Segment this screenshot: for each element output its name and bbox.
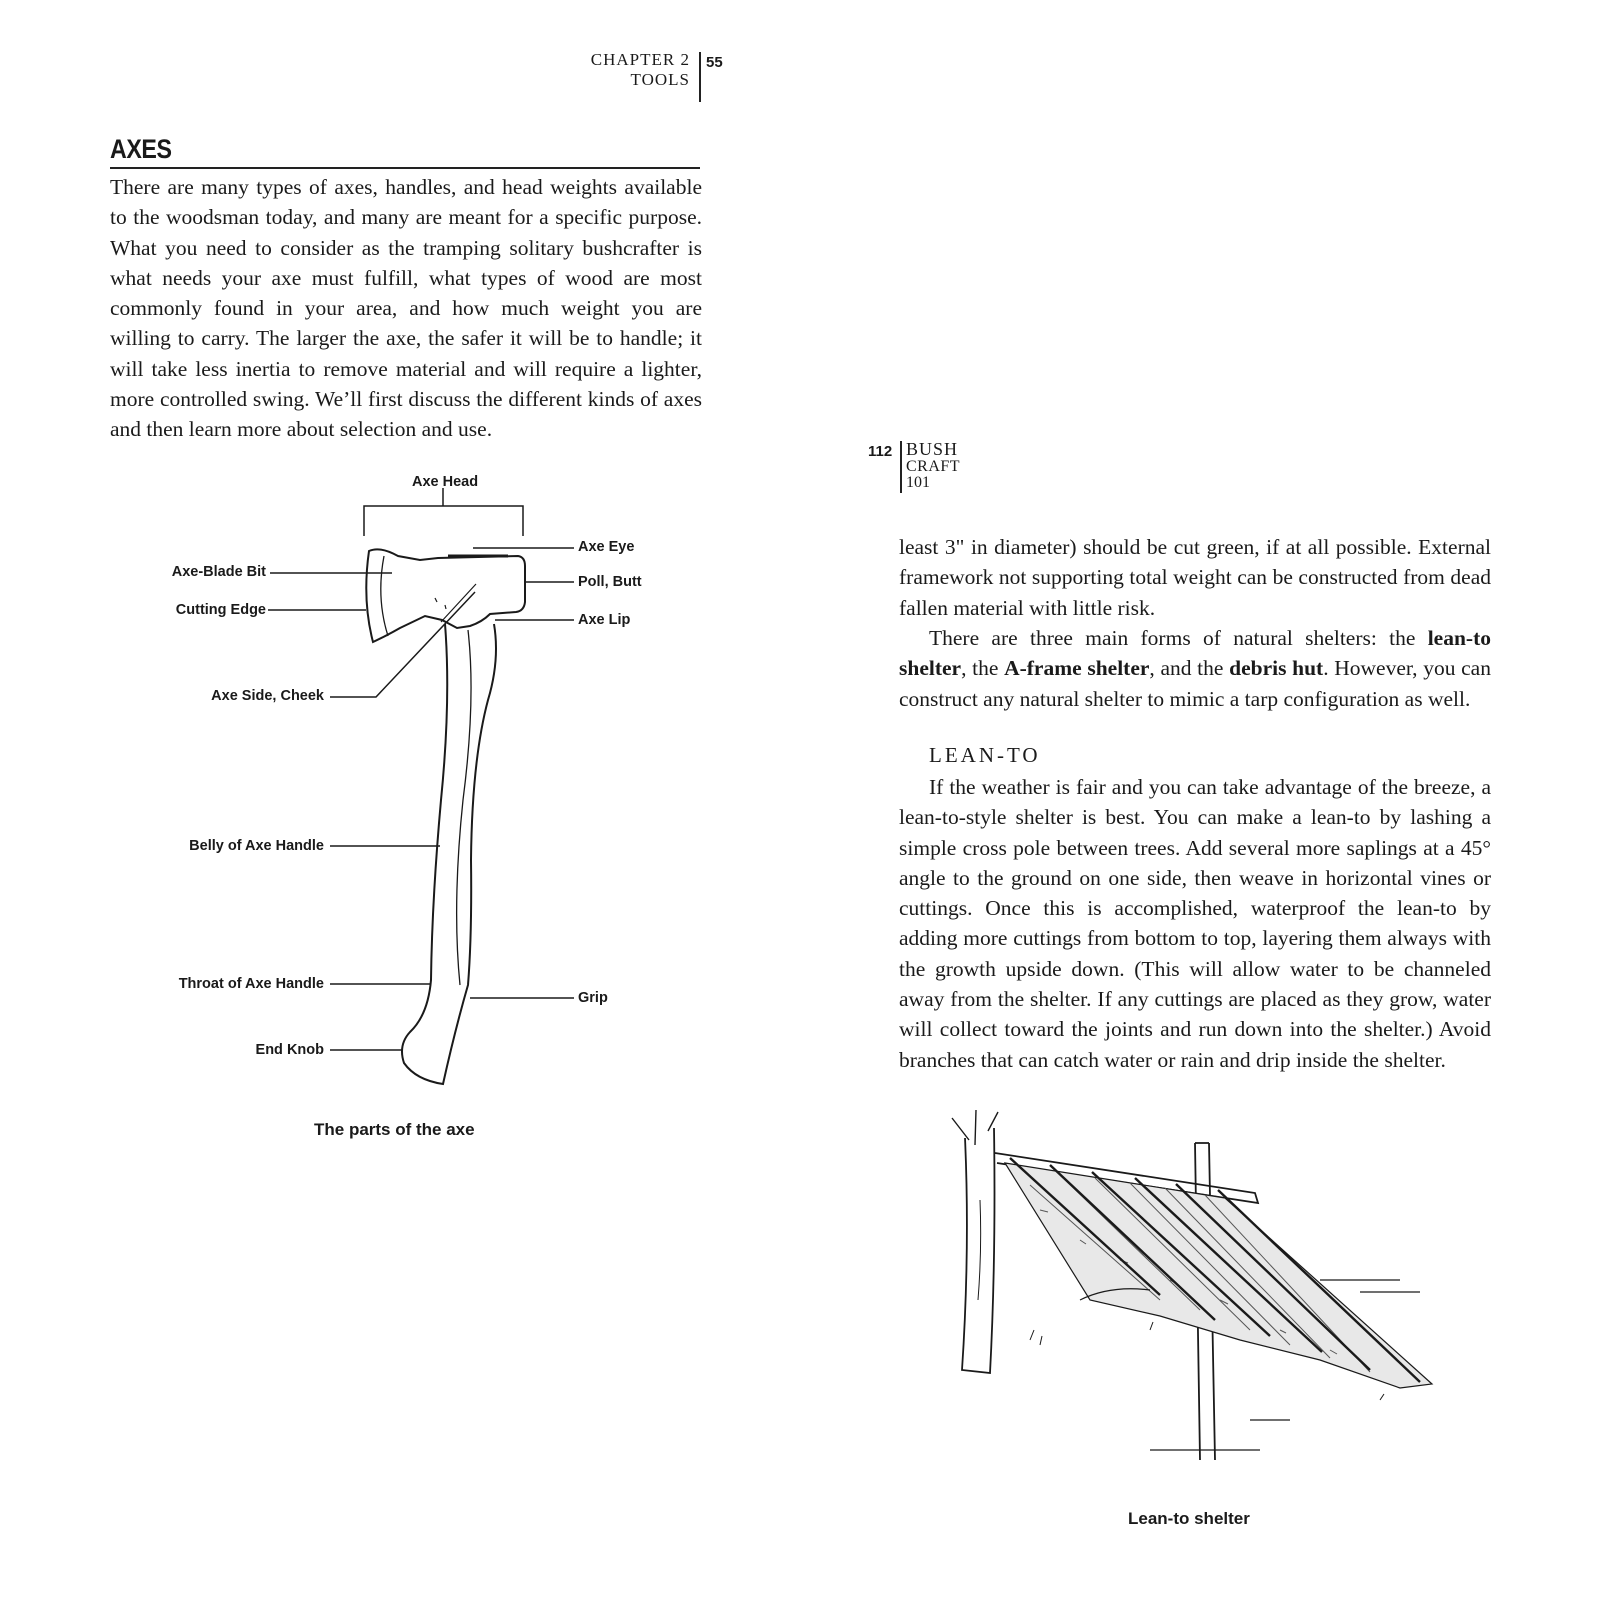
shelter-paragraph-2 bbox=[899, 623, 1491, 714]
lean-to-caption: Lean-to shelter bbox=[1128, 1509, 1250, 1528]
p2-text-e: . However, you can construct any natural shelter to mimic a tarp configuration as well. bbox=[899, 656, 1491, 711]
axe-caption: The parts of the axe bbox=[314, 1120, 475, 1139]
label-axe-head: Axe Head bbox=[412, 474, 479, 490]
label-cutting-edge: Cutting Edge bbox=[175, 602, 266, 618]
p2-text-c: , the bbox=[961, 656, 1005, 681]
lean-to-subheading: LEAN-TO bbox=[929, 743, 1041, 767]
term-debris-hut: debris hut bbox=[1229, 656, 1324, 681]
term-a-frame: A-frame shelter bbox=[1004, 656, 1150, 681]
label-axe-eye: Axe Eye bbox=[578, 539, 635, 555]
label-side-cheek: Axe Side, Cheek bbox=[211, 688, 324, 704]
book-title-craft: CRAFT bbox=[906, 458, 961, 475]
label-throat: Throat of Axe Handle bbox=[178, 976, 324, 992]
chapter-label: CHAPTER 2 bbox=[590, 50, 690, 69]
header-divider-right bbox=[900, 441, 902, 493]
label-grip: Grip bbox=[578, 990, 608, 1006]
label-belly: Belly of Axe Handle bbox=[189, 838, 324, 854]
p2-text-d: , and the bbox=[1149, 656, 1230, 681]
section-title: AXES bbox=[110, 134, 172, 164]
book-title-101: 101 bbox=[906, 474, 930, 491]
lean-to-illustration bbox=[952, 1110, 1432, 1460]
p2-text-a: There are three main forms of natural shelters: the bbox=[929, 626, 1428, 650]
label-end-knob: End Knob bbox=[255, 1042, 324, 1058]
label-axe-lip: Axe Lip bbox=[578, 612, 631, 628]
shelter-paragraph-1: least 3" in diameter) should be cut green, if at all possible. External framework not supporting total weight can be constructed from dead fallen material with little risk. bbox=[899, 535, 1491, 620]
lean-to-paragraph: If the weather is fair and you can take advantage of the breeze, a lean-to-style shelter is best. You can make a lean-to by lashing a simple cross pole between trees. Add several more saplings at a 45° angle to the ground on one side, then weave in horizontal vines or cuttings. Once this is accomplished, waterproof the lean-to by adding more cuttings from bottom to top, layering them always with the growth upside down. (This will allow water to be channeled away from the shelter. If any cuttings are placed as they grow, water will collect toward the joints and run down into the shelter.) Avoid branches that can catch water or rain and drip inside the shelter. bbox=[899, 775, 1491, 1072]
axes-paragraph: There are many types of axes, handles, and head weights available to the woodsman today, and many are meant for a specific purpose. What you need to consider as the tramping solitary bushcrafter is what needs your axe must fulfill, what types of wood are most commonly found in your area, and how much weight you are willing to carry. The larger the axe, the safer it will be to handle; it will take less inertia to remove material and will require a lighter, more controlled swing. We’ll first discuss the different kinds of axes and then learn more about selection and use. bbox=[110, 175, 702, 442]
page-number-left: 55 bbox=[706, 54, 723, 71]
chapter-title: TOOLS bbox=[630, 70, 690, 89]
label-blade-bit: Axe-Blade Bit bbox=[171, 564, 266, 580]
term-lean-to: lean-to shelter bbox=[899, 626, 1491, 681]
label-poll-butt: Poll, Butt bbox=[578, 574, 642, 590]
page-number-right: 112 bbox=[868, 443, 893, 460]
book-title-bush: BUSH bbox=[906, 439, 959, 459]
axe-illustration bbox=[268, 488, 574, 1084]
